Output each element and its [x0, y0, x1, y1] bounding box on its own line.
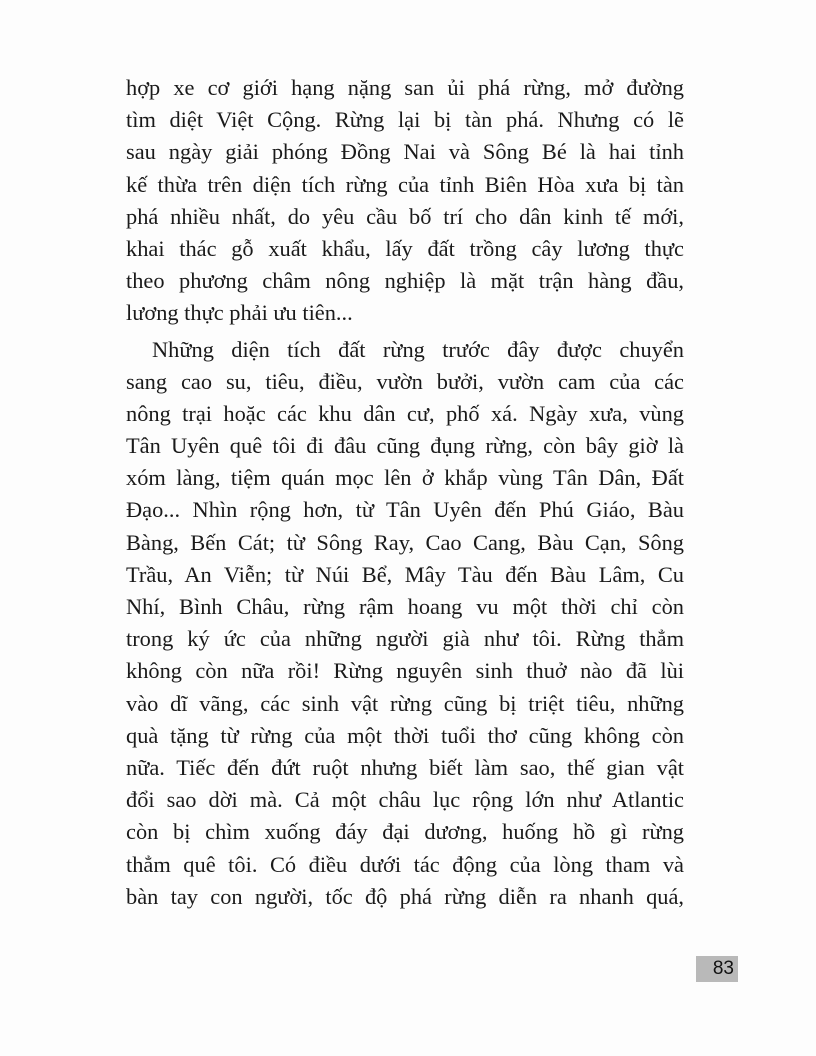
text-line: khai thác gỗ xuất khẩu, lấy đất trồng cây lương thực	[126, 235, 684, 261]
text-line: Tân Uyên quê tôi đi đâu cũng đụng rừng, còn bây giờ là	[126, 433, 684, 459]
text-line: trong ký ức của những người già như tôi. Rừng thẳm	[126, 626, 684, 652]
text-line: thẳm quê tôi. Có điều dưới tác động của lòng tham và	[126, 851, 684, 877]
text-line: còn bị chìm xuống đáy đại dương, huống hồ gì rừng	[126, 819, 684, 845]
text-line: kế thừa trên diện tích rừng của tỉnh Biên Hòa xưa bị tàn	[126, 171, 684, 197]
text-line: phá nhiều nhất, do yêu cầu bố trí cho dân kinh tế mới,	[126, 203, 684, 229]
text-line: sang cao su, tiêu, điều, vườn bưởi, vườn cam của các	[126, 368, 684, 394]
text-line: đổi sao dời mà. Cả một châu lục rộng lớn như Atlantic	[126, 787, 684, 813]
text-line: sau ngày giải phóng Đồng Nai và Sông Bé là hai tỉnh	[126, 139, 684, 165]
text-line: quà tặng từ rừng của một thời tuổi thơ cũng không còn	[126, 722, 684, 748]
text-line: nữa. Tiếc đến đứt ruột nhưng biết làm sao, thế gian vật	[126, 754, 684, 780]
text-line: lương thực phải ưu tiên...	[126, 300, 353, 326]
text-line: hợp xe cơ giới hạng nặng san ủi phá rừng, mở đường	[126, 75, 684, 100]
page-number: 83	[696, 956, 738, 982]
text-line: Trầu, An Viễn; từ Núi Bể, Mây Tàu đến Bàu Lâm, Cu	[126, 561, 684, 587]
text-line: Nhí, Bình Châu, rừng rậm hoang vu một thời chỉ còn	[126, 594, 684, 619]
text-line: bàn tay con người, tốc độ phá rừng diễn ra nhanh quá,	[126, 883, 684, 909]
text-line: không còn nữa rồi! Rừng nguyên sinh thuở nào đã lùi	[126, 658, 684, 684]
body-text	[126, 72, 684, 913]
text-line: Đạo... Nhìn rộng hơn, từ Tân Uyên đến Phú Giáo, Bàu	[126, 497, 684, 523]
text-line: nông trại hoặc các khu dân cư, phố xá. Ngày xưa, vùng	[126, 400, 684, 426]
text-line: tìm diệt Việt Cộng. Rừng lại bị tàn phá. Nhưng có lẽ	[126, 107, 684, 133]
text-line: xóm làng, tiệm quán mọc lên ở khắp vùng Tân Dân, Đất	[126, 465, 684, 491]
text-line: theo phương châm nông nghiệp là mặt trận hàng đầu,	[126, 268, 684, 294]
text-line: Những diện tích đất rừng trước đây được chuyển	[152, 336, 684, 362]
text-line: Bàng, Bến Cát; từ Sông Ray, Cao Cang, Bàu Cạn, Sông	[126, 529, 684, 555]
text-line: vào dĩ vãng, các sinh vật rừng cũng bị triệt tiêu, những	[126, 690, 684, 716]
